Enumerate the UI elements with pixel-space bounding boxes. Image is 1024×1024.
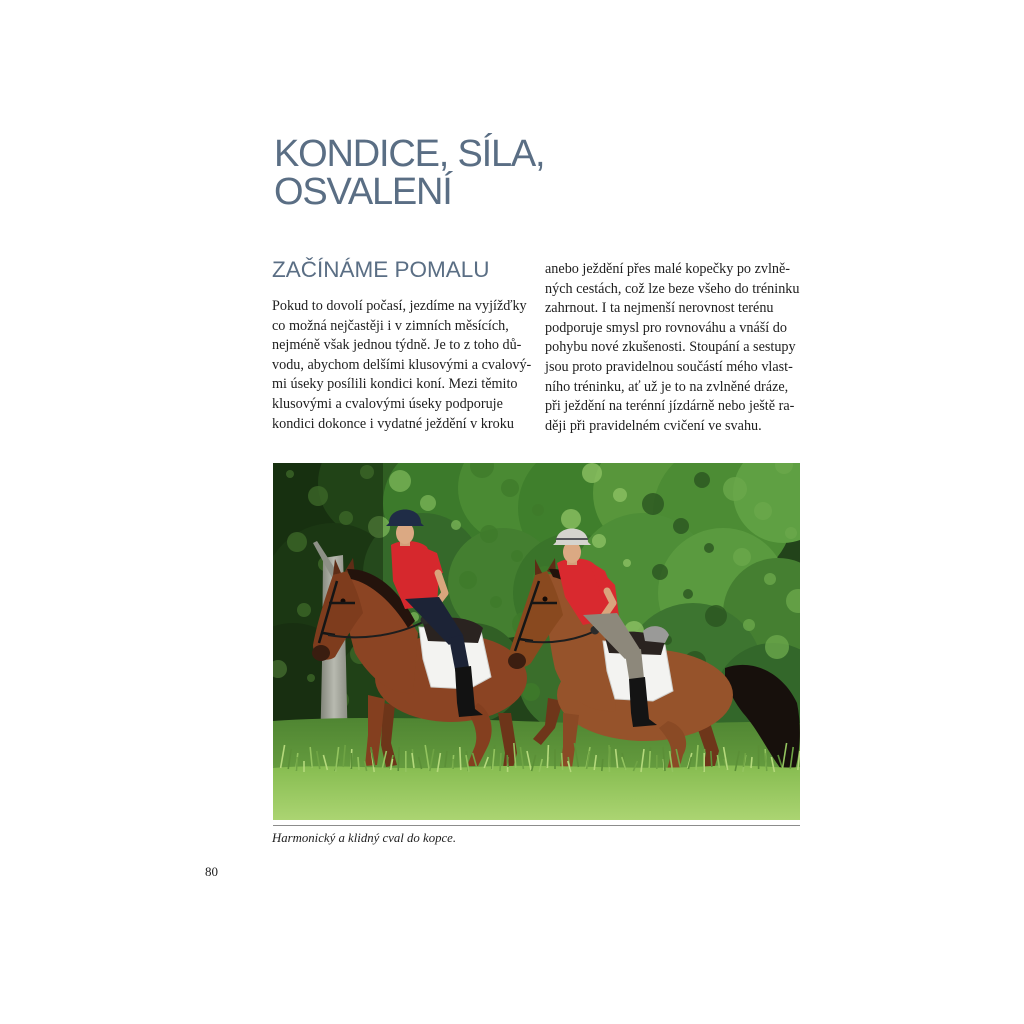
grass-blade <box>751 757 752 768</box>
body-line: Pokud to dovolí počasí, jezdíme na vyjížďky <box>272 298 527 314</box>
grass-blade <box>562 753 563 770</box>
leaf-spot <box>623 559 631 567</box>
leaf-spot <box>673 518 689 534</box>
leaf-spot <box>480 525 498 543</box>
leaf-spot <box>511 550 523 562</box>
grass-blade <box>711 751 712 767</box>
chapter-title-line: KONDICE, SÍLA, <box>274 133 545 175</box>
grass-blade <box>460 747 461 770</box>
leaf-spot <box>642 493 664 515</box>
leaf-spot <box>652 564 668 580</box>
section-heading: ZAČÍNÁME POMALU <box>272 257 490 282</box>
leaf-spot <box>683 589 693 599</box>
body-line: anebo ježdění přes malé kopečky po zvlně- <box>545 261 791 277</box>
foreground-grass <box>273 766 800 820</box>
grass-blade <box>609 745 610 767</box>
leaf-spot <box>694 472 710 488</box>
body-line: ných cestách, což lze beze všeho do tréninku <box>545 280 800 297</box>
grass-blade <box>296 757 297 771</box>
leaf-spot <box>733 548 751 566</box>
body-line: pohybu nové zkušenosti. Stoupání a sestupy <box>545 339 796 356</box>
leaf-spot <box>704 543 714 553</box>
body-line: kondici dokonce i vydatné ježdění v kroku <box>272 415 514 432</box>
grass-blade <box>507 755 508 767</box>
body-line: ního tréninku, ať už je to na zvlněné dráze, <box>545 378 789 395</box>
grass-blade <box>602 759 603 771</box>
leaf-spot <box>389 470 411 492</box>
leaf-spot <box>532 504 544 516</box>
grass-blade <box>500 753 501 771</box>
leaf-spot <box>613 488 627 502</box>
leaf-spot <box>561 509 581 529</box>
body-line: nejméně však jednou týdně. Je to z toho dů- <box>272 337 522 354</box>
leaf-spot <box>754 502 772 520</box>
grass-blade <box>649 751 650 768</box>
page-number: 80 <box>205 864 218 879</box>
body-column-left <box>272 297 537 434</box>
body-line: co možná nejčastěji i v zimních měsících, <box>272 317 509 334</box>
horse-eye <box>543 597 548 602</box>
body-line: vodu, abychom delšími klusovými a cvalový- <box>272 356 532 373</box>
caption-rule <box>273 825 800 826</box>
leaf-spot <box>490 596 502 608</box>
grass-blade <box>547 745 548 768</box>
leaf-spot <box>765 635 789 659</box>
chapter-title <box>274 135 544 211</box>
figure-photo <box>273 463 800 820</box>
horse-muzzle <box>312 645 330 661</box>
body-line: klusovými a cvalovými úseky podporuje <box>272 395 503 412</box>
leaf-spot <box>501 479 519 497</box>
leaf-spot <box>743 619 755 631</box>
leaf-spot <box>451 520 461 530</box>
leaf-spot <box>723 477 747 501</box>
body-line: jsou proto pravidelnou součástí mého vlast- <box>545 358 793 375</box>
leaf-spot <box>785 527 797 539</box>
body-column-right <box>545 260 807 436</box>
body-line: při ježdění na terénní jízdárně nebo ještě ra- <box>545 398 795 415</box>
leaf-spot <box>420 495 436 511</box>
body-line: mi úseky posílili kondici koní. Mezi těmito <box>272 376 518 393</box>
figure-caption: Harmonický a klidný cval do kopce. <box>272 831 457 845</box>
leaf-spot <box>705 605 727 627</box>
chapter-title-line: OSVALENÍ <box>274 171 452 213</box>
body-line: zahrnout. I ta nejmenší nerovnost terénu <box>545 300 774 317</box>
body-line: podporuje smysl pro rovnováhu a vnáší do <box>545 319 787 336</box>
leaf-spot <box>764 573 776 585</box>
grass-blade <box>398 747 399 771</box>
grass-blade <box>358 757 359 770</box>
body-line: ději při pravidelném cvičení ve svahu. <box>545 417 762 434</box>
leaf-spot <box>592 534 606 548</box>
horse-muzzle <box>508 653 526 669</box>
leaf-spot <box>582 463 602 483</box>
leaf-spot <box>459 571 477 589</box>
